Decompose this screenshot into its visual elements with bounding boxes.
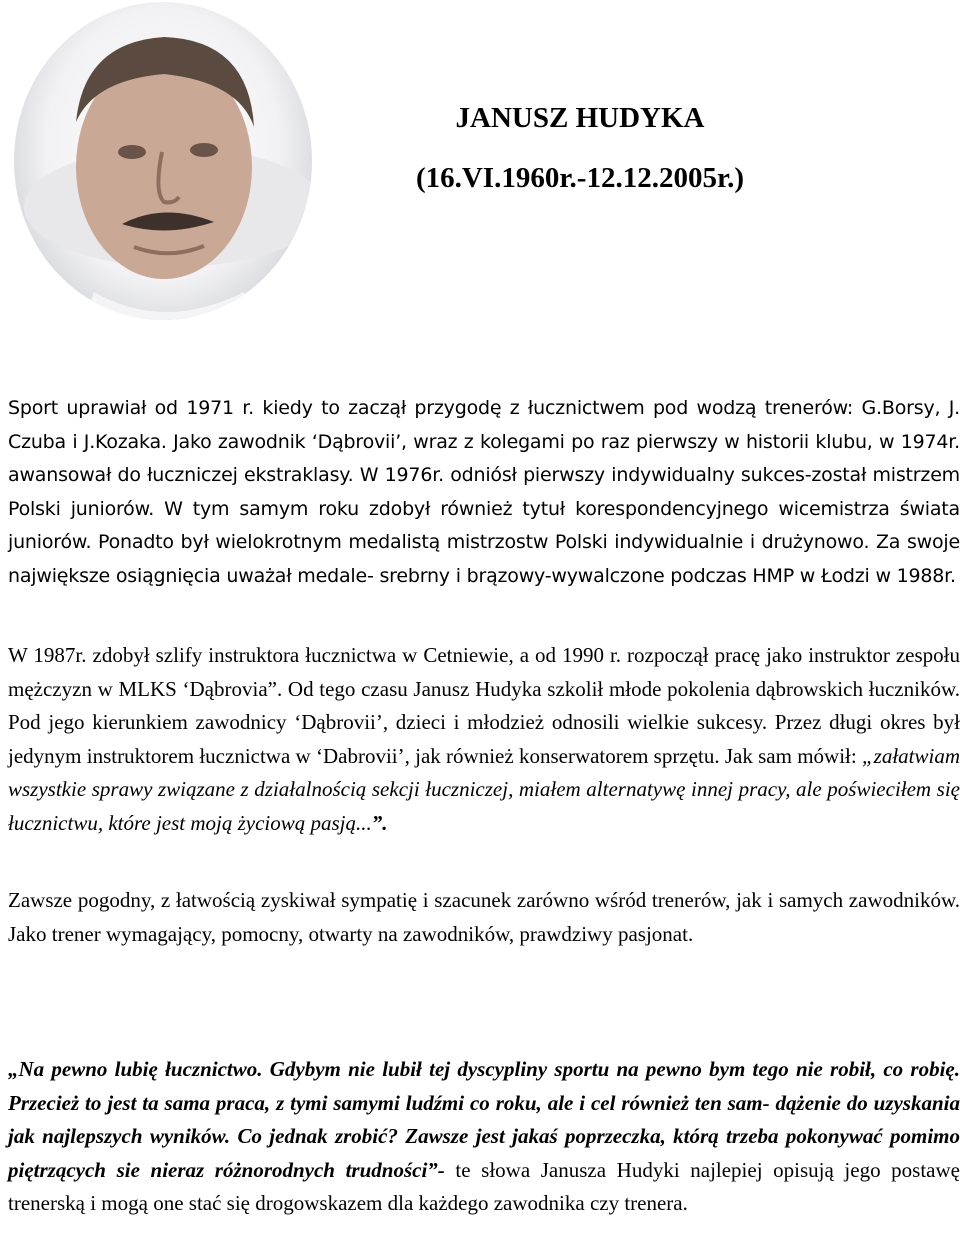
person-name: JANUSZ HUDYKA [455, 102, 705, 134]
instructor-quote-end: ”. [371, 810, 388, 835]
portrait-photo [14, 2, 312, 320]
life-dates: (16.VI.1960r.-12.12.2005r.) [415, 162, 745, 194]
final-quote: „Na pewno lubię łucznictwo. Gdybym nie lubił tej dyscypliny sportu na pewno bym tego nie robił, co robię. Przecież to jest ta sama praca, z tymi samymi ludźmi co roku, ale i cel również ten sam- dążenie do uzyskania jak najlepszych wyników. Co jednak zrobić? Zawsze jest jakaś poprzeczka, którą trzeba pokonywać pomimo piętrzących sie nieraz różnorodnych trudności”- [8, 1057, 960, 1182]
paragraph-instructor [8, 639, 960, 840]
paragraph-final-quote [8, 1053, 960, 1221]
portrait-illustration [14, 2, 312, 320]
final-quote-tail: te słowa Janusza Hudyki najlepiej opisują jego postawę trenerską i mogą one stać się drogowskazem dla każdego zawodnika czy trenera. [8, 1157, 960, 1215]
instructor-quote: „załatwiam wszystkie sprawy związane z działalnością sekcji łuczniczej, miałem alternatywę innej pracy, ale poświeciłem się łucznictwu, które jest moją życiową pasją... [8, 743, 960, 835]
paragraph-career: Sport uprawiał od 1971 r. kiedy to zaczął przygodę z łucznictwem pod wodzą trenerów: G.Borsy, J. Czuba i J.Kozaka. Jako zawodnik ‘Dąbrovii’, wraz z kolegami po raz pierwszy w historii klubu, w 1974r. awansował do łuczniczej ekstraklasy. W 1976r. odniósł pierwszy indywidualny sukces-został mistrzem Polski juniorów. W tym samym roku zdobył również tytuł korespondencyjnego wicemistrza świata juniorów. Ponadto był wielokrotnym medalistą mistrzostw Polski indywidualnie i drużynowo. Za swoje największe osiągnięcia uważał medale- srebrny i brązowy-wywalczone podczas HMP w Łodzi w 1988r. [8, 397, 960, 587]
paragraph-instructor-text: W 1987r. zdobył szlify instruktora łucznictwa w Cetniewie, a od 1990 r. rozpoczął pracę jako instruktor zespołu mężczyzn w MLKS ‘Dąbrovia”. Od tego czasu Janusz Hudyka szkolił młode pokolenia dąbrowskich łuczników. Pod jego kierunkiem zawodnicy ‘Dąbrovii’, dzieci i młodzież odnosili wielkie sukcesy. Przez długi okres był jedynym instruktorem łucznictwa w ‘Dabrovii’, jak również konserwatorem sprzętu. Jak sam mówił: [8, 643, 960, 768]
paragraph-character: Zawsze pogodny, z łatwością zyskiwał sympatię i szacunek zarówno wśród trenerów, jak i samych zawodników. Jako trener wymagający, pomocny, otwarty na zawodników, prawdziwy pasjonat. [8, 888, 960, 946]
